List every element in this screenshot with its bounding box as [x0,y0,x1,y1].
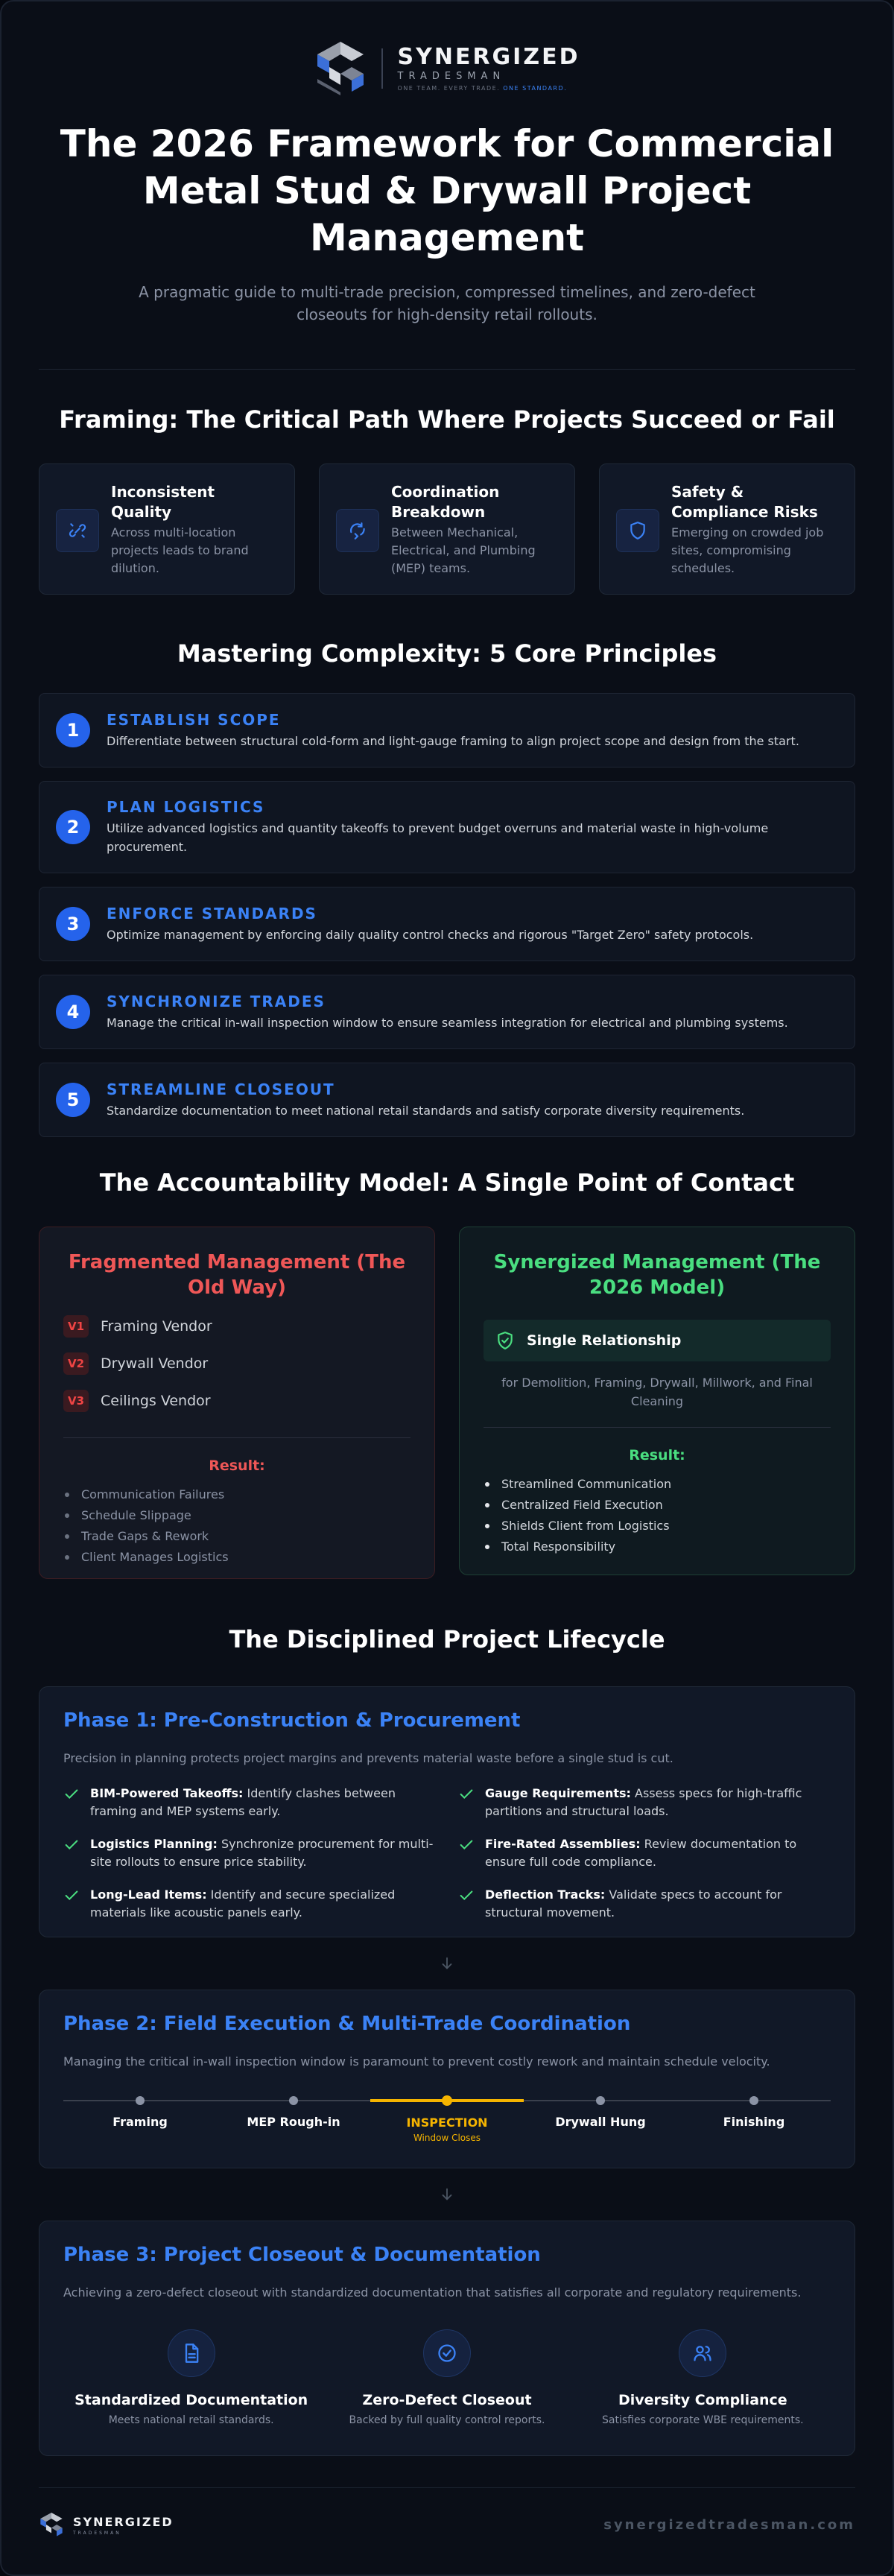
phase-desc: Managing the critical in-wall inspection window is paramount to prevent costly rework and maintain schedule velocity. [63,2054,770,2069]
closeout-desc: Satisfies corporate WBE requirements. [602,2414,804,2426]
checkmark-icon [458,1887,475,1904]
framing-section [1,405,893,595]
footer-brand-sub: TRADESMAN [73,2530,121,2536]
vendor-item [63,1352,410,1375]
closeout-title: Diversity Compliance [618,2392,787,2408]
timeline-step-label: Finishing [723,2115,785,2129]
principle-number: 2 [56,810,90,844]
phase-1-card [39,1686,855,1937]
principle-desc: Utilize advanced logistics and quantity takeoffs to prevent budget overruns and material waste in high-volume procurement. [107,821,769,854]
list-item: Total Responsibility [484,1537,831,1557]
principle-item [39,975,855,1049]
checkmark-icon [458,1837,475,1853]
principles-title: Mastering Complexity: 5 Core Principles [177,639,717,668]
principle-item [39,693,855,768]
closeout-desc: Backed by full quality control reports. [349,2414,545,2426]
principle-desc: Optimize management by enforcing daily quality control checks and rigorous "Target Zero" safety protocols. [107,927,754,942]
list-item: Client Manages Logistics [63,1547,410,1568]
timeline-step [63,2091,217,2129]
brand-sub: TRADESMAN [397,70,506,82]
principles-section [1,639,893,1137]
new-model-card [459,1227,855,1575]
lifecycle-section [1,1625,893,2456]
single-relationship-desc: for Demolition, Framing, Drywall, Millwork, and Final Cleaning [501,1376,813,1408]
principle-item [39,1063,855,1137]
phase-title: Phase 2: Field Execution & Multi-Trade Coordination [63,2013,631,2035]
timeline-step [524,2091,677,2129]
list-item: Communication Failures [63,1484,410,1505]
timeline-step-label: Framing [112,2115,168,2129]
phase-3-card [39,2221,855,2456]
check-circle-icon [423,2329,471,2377]
single-relationship-label: Single Relationship [527,1332,682,1349]
shield-icon [616,509,659,552]
principle-desc: Manage the critical in-wall inspection window to ensure seamless integration for electrical and plumbing systems. [107,1015,788,1030]
page-title: The 2026 Framework for Commercial Metal Stud & Drywall Project Management [60,122,834,259]
shield-check-icon [495,1331,515,1350]
risk-card-desc: Across multi-location projects leads to brand dilution. [111,525,249,575]
vendor-badge: V2 [63,1352,89,1375]
page-subtitle: A pragmatic guide to multi-trade precision, compressed timelines, and zero-defect closeouts for high-density retail rollouts. [139,283,755,323]
footer-logo [39,2512,174,2539]
brand-logo [1,37,893,100]
logo-mark-icon [39,2512,64,2539]
risk-card-title: Coordination Breakdown [391,483,500,521]
old-model-title: Fragmented Management (The Old Way) [68,1251,406,1299]
vendor-badge: V3 [63,1390,89,1412]
risk-card-desc: Emerging on crowded job sites, compromising schedules. [671,525,824,575]
vendor-name: Drywall Vendor [101,1355,209,1372]
lifecycle-title: The Disciplined Project Lifecycle [229,1625,665,1653]
accountability-title: The Accountability Model: A Single Point of Contact [99,1168,795,1197]
footer-brand-name: SYNERGIZED [73,2514,174,2529]
checklist-item: Fire-Rated Assemblies: Review documentation to ensure full code compliance. [458,1835,831,1871]
list-item: Shields Client from Logistics [484,1516,831,1537]
risk-card-desc: Between Mechanical, Electrical, and Plumbing (MEP) teams. [391,525,536,575]
footer-website-link[interactable]: synergizedtradesman.com [603,2517,855,2533]
principle-item [39,887,855,961]
accountability-section [1,1168,893,1579]
principle-number: 4 [56,995,90,1029]
document-icon [168,2329,215,2377]
users-icon [679,2329,726,2377]
checkmark-icon [458,1786,475,1803]
checkmark-icon [63,1786,80,1803]
arrows-sync-icon [336,509,379,552]
phase-title: Phase 3: Project Closeout & Documentation [63,2244,541,2266]
timeline-step [677,2091,831,2129]
brand-name: SYNERGIZED [397,43,580,70]
closeout-desc: Meets national retail standards. [108,2414,274,2426]
divider [484,1427,831,1428]
principle-title: ENFORCE STANDARDS [107,904,317,923]
principle-title: ESTABLISH SCOPE [107,710,281,729]
list-item: Trade Gaps & Rework [63,1526,410,1547]
principle-title: SYNCHRONIZE TRADES [107,992,326,1010]
header-divider [39,369,855,370]
closeout-title: Standardized Documentation [74,2392,308,2408]
single-relationship-box [484,1320,831,1361]
vendor-item [63,1390,410,1412]
principle-number: 5 [56,1083,90,1117]
principle-title: PLAN LOGISTICS [107,798,265,816]
logo-mark-icon [314,40,367,97]
risk-card-title: Safety & Compliance Risks [671,483,818,521]
checklist-item: Deflection Tracks: Validate specs to account for structural movement. [458,1886,831,1922]
closeout-item [575,2329,831,2426]
risk-card [599,463,855,595]
vendor-name: Framing Vendor [101,1318,212,1335]
principle-item [39,781,855,873]
new-result-list [484,1474,831,1557]
list-item: Streamlined Communication [484,1474,831,1495]
principle-desc: Differentiate between structural cold-form and light-gauge framing to align project scope and design from the start. [107,733,799,748]
header [1,1,893,370]
timeline-step [217,2091,370,2129]
timeline-step-label: Drywall Hung [555,2115,646,2129]
principle-number: 3 [56,907,90,941]
risk-card [39,463,295,595]
list-item: Schedule Slippage [63,1505,410,1526]
broken-link-icon [56,509,99,552]
closeout-title: Zero-Defect Closeout [362,2392,532,2408]
framing-title: Framing: The Critical Path Where Projects Succeed or Fail [59,405,835,434]
vendor-item [63,1315,410,1338]
arrow-down-icon [1,1937,893,1990]
list-item: Centralized Field Execution [484,1495,831,1516]
timeline-step-label: INSPECTION [406,2115,488,2130]
old-model-card [39,1227,435,1579]
timeline-step-sublabel: Window Closes [413,2133,481,2143]
principle-title: STREAMLINE CLOSEOUT [107,1080,335,1098]
inspection-timeline [63,2091,831,2151]
timeline-step-label: MEP Rough-in [247,2115,340,2129]
checklist-item: Long-Lead Items: Identify and secure specialized materials like acoustic panels early. [63,1886,436,1922]
principle-number: 1 [56,713,90,747]
vendor-name: Ceilings Vendor [101,1393,211,1409]
checklist-item: BIM-Powered Takeoffs: Identify clashes between framing and MEP systems early. [63,1785,436,1820]
phase-2-card [39,1990,855,2168]
checklist-item: Gauge Requirements: Assess specs for high-traffic partitions and structural loads. [458,1785,831,1820]
old-result-title: Result: [209,1458,265,1474]
logo-divider [381,48,383,89]
closeout-item [319,2329,574,2426]
principle-desc: Standardize documentation to meet national retail standards and satisfy corporate diversity requirements. [107,1103,745,1118]
phase-title: Phase 1: Pre-Construction & Procurement [63,1709,521,1732]
risk-card-title: Inconsistent Quality [111,483,215,521]
checkmark-icon [63,1887,80,1904]
vendor-badge: V1 [63,1315,89,1338]
old-result-list [63,1484,410,1568]
new-model-title: Synergized Management (The 2026 Model) [493,1251,821,1299]
checkmark-icon [63,1837,80,1853]
phase-desc: Achieving a zero-defect closeout with standardized documentation that satisfies all corporate and regulatory requirements. [63,2285,802,2300]
phase-desc: Precision in planning protects project margins and prevents material waste before a single stud is cut. [63,1751,673,1765]
checklist-item: Logistics Planning: Synchronize procurement for multi-site rollouts to ensure price stability. [63,1835,436,1871]
risk-card [319,463,575,595]
footer [39,2487,855,2562]
new-result-title: Result: [629,1447,685,1463]
timeline-step-active [370,2091,524,2143]
closeout-item [63,2329,319,2426]
brand-tagline: ONE TEAM. EVERY TRADE. ONE STANDARD. [397,84,568,92]
arrow-down-icon [1,2168,893,2221]
divider [63,1437,410,1438]
